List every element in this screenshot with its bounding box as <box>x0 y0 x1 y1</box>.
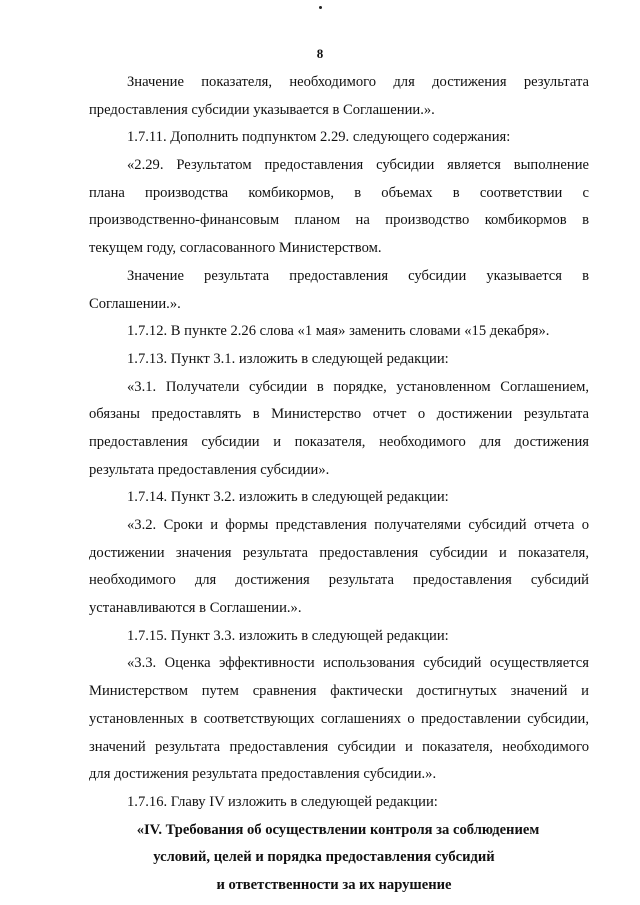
paragraph-line: установленных в соответствующих соглашениях о предоставлении субсидии, <box>89 710 589 727</box>
paragraph-line: Соглашении.». <box>89 295 181 312</box>
paragraph-line: 1.7.15. Пункт 3.3. изложить в следующей редакции: <box>127 627 449 644</box>
paragraph-line: текущем году, согласованного Министерством. <box>89 240 382 257</box>
chapter-heading-line: «IV. Требования об осуществлении контроля за соблюдением <box>136 821 540 838</box>
paragraph-line: обязаны предоставлять в Министерство отчет о достижении результата <box>89 406 589 423</box>
paragraph-line: предоставления субсидии и показателя, необходимого для достижения <box>89 433 589 450</box>
paragraph-line: для достижения результата предоставления субсидии.». <box>89 766 437 783</box>
paragraph-line: 1.7.14. Пункт 3.2. изложить в следующей редакции: <box>127 489 449 506</box>
paragraph-line: необходимого для достижения результата предоставления субсидий <box>89 572 589 589</box>
paragraph-line: предоставления субсидии указывается в Соглашении.». <box>89 101 435 118</box>
paragraph-line: значений результата предоставления субсидии и показателя, необходимого <box>89 738 589 755</box>
paragraph-line: Значение показателя, необходимого для достижения результата <box>127 74 589 90</box>
paragraph-line: плана производства комбикормов, в объемах в соответствии с <box>89 184 589 201</box>
paragraph-line: 1.7.13. Пункт 3.1. изложить в следующей редакции: <box>127 350 449 367</box>
paragraph-line: 1.7.16. Главу IV изложить в следующей редакции: <box>127 793 438 810</box>
paragraph-line: 1.7.11. Дополнить подпунктом 2.29. следующего содержания: <box>127 129 511 146</box>
page-number: 8 <box>316 46 324 61</box>
paragraph-line: «2.29. Результатом предоставления субсидии является выполнение <box>127 157 589 174</box>
paragraph-line: достижении значения результата предоставления субсидии и показателя, <box>89 544 589 561</box>
paragraph-line: производственно-финансовым планом на производство комбикормов в <box>89 212 589 229</box>
paragraph-line: «3.1. Получатели субсидии в порядке, установленном Соглашением, <box>127 378 589 395</box>
paragraph-line: Министерством путем сравнения фактически достигнутых значений и <box>89 683 589 700</box>
scan-artifact-dot <box>319 6 322 9</box>
paragraph-line: «3.2. Сроки и формы представления получателями субсидий отчета о <box>127 517 589 533</box>
chapter-heading-line: и ответственности за их нарушение <box>216 876 452 893</box>
paragraph-line: результата предоставления субсидии». <box>89 461 330 478</box>
paragraph-line: «3.3. Оценка эффективности использования субсидий осуществляется <box>127 655 589 672</box>
paragraph-line: 1.7.12. В пункте 2.26 слова «1 мая» заменить словами «15 декабря». <box>127 323 550 340</box>
document-body <box>89 69 589 900</box>
paragraph-line: устанавливаются в Соглашении.». <box>89 600 302 617</box>
paragraph-line: Значение результата предоставления субсидии указывается в <box>127 267 589 284</box>
chapter-heading-line: условий, целей и порядка предоставления субсидий <box>153 849 495 866</box>
